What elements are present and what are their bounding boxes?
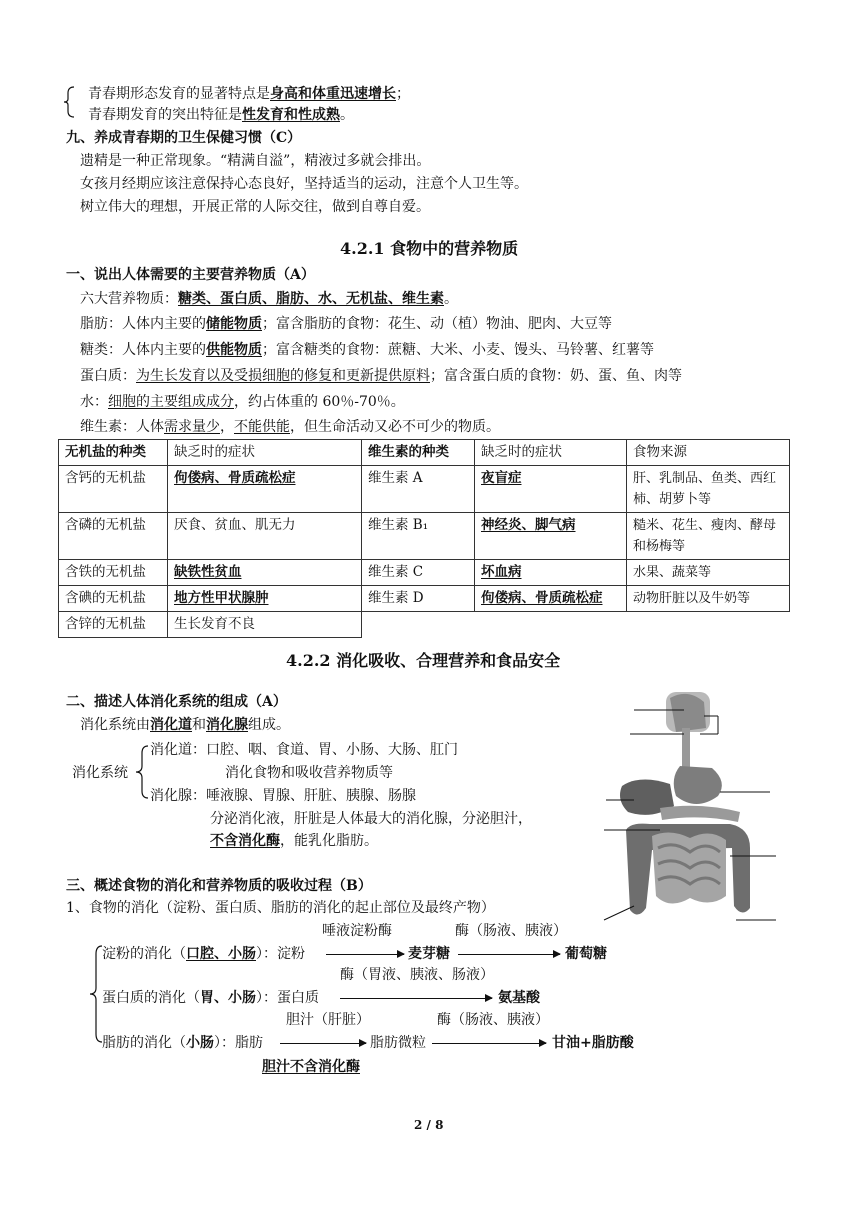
puberty-line-1: 青春期形态发育的显著特点是身高和体重迅速增长； (88, 86, 410, 102)
section-heading-3: 三、概述食物的消化和营养物质的吸收过程（B） (66, 878, 372, 894)
arrow-icon (458, 954, 560, 955)
table-cell: 厌食、贫血、肌无力 (168, 513, 362, 560)
section-title-421: 4.2.1 食物中的营养物质 (340, 239, 519, 258)
enzyme-label: 酶（肠液、胰液） (455, 923, 567, 939)
table-cell: 动物肝脏以及牛奶等 (627, 586, 790, 612)
table-cell: 佝偻病、骨质疏松症 (475, 586, 627, 612)
gland-function: 分泌消化液，肝脏是人体最大的消化腺，分泌胆汁， (210, 811, 532, 827)
enzyme-label: 唾液淀粉酶 (322, 923, 392, 939)
paragraph: 树立伟大的理想，开展正常的人际交往，做到自尊自爱。 (80, 199, 430, 215)
table-header: 维生素的种类 (362, 440, 475, 466)
section-heading-1: 一、说出人体需要的主要营养物质（A） (66, 267, 315, 283)
gland-function-2: 不含消化酶，能乳化脂肪。 (210, 833, 378, 849)
table-cell: 佝偻病、骨质疏松症 (168, 466, 362, 513)
vitamin-line: 维生素：人体需求量少，不能供能，但生命活动又必不可少的物质。 (80, 419, 500, 435)
enzyme-label: 胆汁（肝脏） (286, 1012, 370, 1028)
table-cell: 含磷的无机盐 (59, 513, 168, 560)
table-row (59, 466, 790, 513)
table-row (59, 560, 790, 586)
gland-line: 消化腺：唾液腺、胃腺、肝脏、胰腺、肠腺 (150, 788, 416, 804)
tract-line: 消化道：口腔、咽、食道、胃、小肠、大肠、肛门 (150, 742, 458, 758)
table-row (59, 586, 790, 612)
digestive-system-intro: 消化系统由消化道和消化腺组成。 (80, 717, 290, 733)
table-cell: 含钙的无机盐 (59, 466, 168, 513)
product-label: 氨基酸 (498, 990, 540, 1006)
table-cell: 水果、蔬菜等 (627, 560, 790, 586)
product-label: 葡萄糖 (565, 946, 607, 962)
table-cell: 维生素 B₁ (362, 513, 475, 560)
section-heading-2: 二、描述人体消化系统的组成（A） (66, 694, 287, 710)
table-cell: 维生素 D (362, 586, 475, 612)
product-label: 甘油+脂肪酸 (552, 1035, 634, 1051)
paragraph: 遗精是一种正常现象。“精满自溢”，精液过多就会排出。 (80, 153, 431, 169)
table-header: 缺乏时的症状 (475, 440, 627, 466)
digestive-system-diagram (600, 688, 780, 928)
fat-line: 脂肪：人体内主要的储能物质；富含脂肪的食物：花生、动（植）物油、肥肉、大豆等 (80, 316, 612, 332)
six-nutrients: 六大营养物质：糖类、蛋白质、脂肪、水、无机盐、维生素。 (80, 291, 458, 307)
sugar-line: 糖类：人体内主要的供能物质；富含糖类的食物：蔗糖、大米、小麦、馒头、马铃薯、红薯等 (80, 342, 654, 358)
puberty-line-2: 青春期发育的突出特征是性发育和性成熟。 (88, 107, 354, 123)
water-line: 水：细胞的主要组成成分，约占体重的 60％-70％。 (80, 394, 405, 410)
arrow-icon (280, 1043, 366, 1044)
table-cell: 维生素 C (362, 560, 475, 586)
table-cell: 夜盲症 (475, 466, 627, 513)
brace-icon (134, 744, 150, 800)
product-label: 脂肪微粒 (370, 1035, 426, 1051)
arrow-icon (340, 998, 492, 999)
digestive-system-label: 消化系统 (72, 765, 128, 781)
table-cell: 缺铁性贫血 (168, 560, 362, 586)
table-header-row (59, 440, 790, 466)
brace-icon (62, 85, 78, 119)
paragraph: 女孩月经期应该注意保持心态良好，坚持适当的运动，注意个人卫生等。 (80, 176, 528, 192)
table-header: 无机盐的种类 (59, 440, 168, 466)
arrow-icon (432, 1043, 546, 1044)
table-cell: 含锌的无机盐 (59, 612, 168, 638)
section-title-422: 4.2.2 消化吸收、合理营养和食品安全 (286, 651, 561, 670)
table-header: 食物来源 (627, 440, 790, 466)
nutrition-table (58, 439, 790, 638)
table-row (59, 612, 790, 638)
table-cell: 坏血病 (475, 560, 627, 586)
arrow-icon (326, 954, 404, 955)
enzyme-label: 酶（肠液、胰液） (437, 1012, 549, 1028)
table-cell: 含碘的无机盐 (59, 586, 168, 612)
starch-digestion: 淀粉的消化（口腔、小肠）：淀粉 (102, 946, 305, 962)
table-cell: 含铁的无机盐 (59, 560, 168, 586)
fat-digestion: 脂肪的消化（小肠）：脂肪 (102, 1035, 263, 1051)
section-heading-9: 九、养成青春期的卫生保健习惯（C） (66, 130, 302, 146)
table-row (59, 513, 790, 560)
protein-digestion: 蛋白质的消化（胃、小肠）：蛋白质 (102, 990, 319, 1006)
table-header: 缺乏时的症状 (168, 440, 362, 466)
table-cell: 地方性甲状腺肿 (168, 586, 362, 612)
table-cell: 糙米、花生、瘦肉、酵母和杨梅等 (627, 513, 790, 560)
protein-line: 蛋白质：为生长发育以及受损细胞的修复和更新提供原料；富含蛋白质的食物：奶、蛋、鱼、肉等 (80, 368, 682, 384)
enzyme-label: 酶（胃液、胰液、肠液） (340, 967, 494, 983)
table-cell: 肝、乳制品、鱼类、西红柿、胡萝卜等 (627, 466, 790, 513)
product-label: 麦芽糖 (408, 946, 450, 962)
page-number: 2 / 8 (414, 1118, 444, 1132)
subheading-1: 1、食物的消化（淀粉、蛋白质、脂肪的消化的起止部位及最终产物） (66, 900, 495, 916)
table-cell: 神经炎、脚气病 (475, 513, 627, 560)
table-cell: 生长发育不良 (168, 612, 362, 638)
table-cell: 维生素 A (362, 466, 475, 513)
bile-note: 胆汁不含消化酶 (262, 1059, 360, 1075)
tract-function: 消化食物和吸收营养物质等 (225, 765, 393, 781)
